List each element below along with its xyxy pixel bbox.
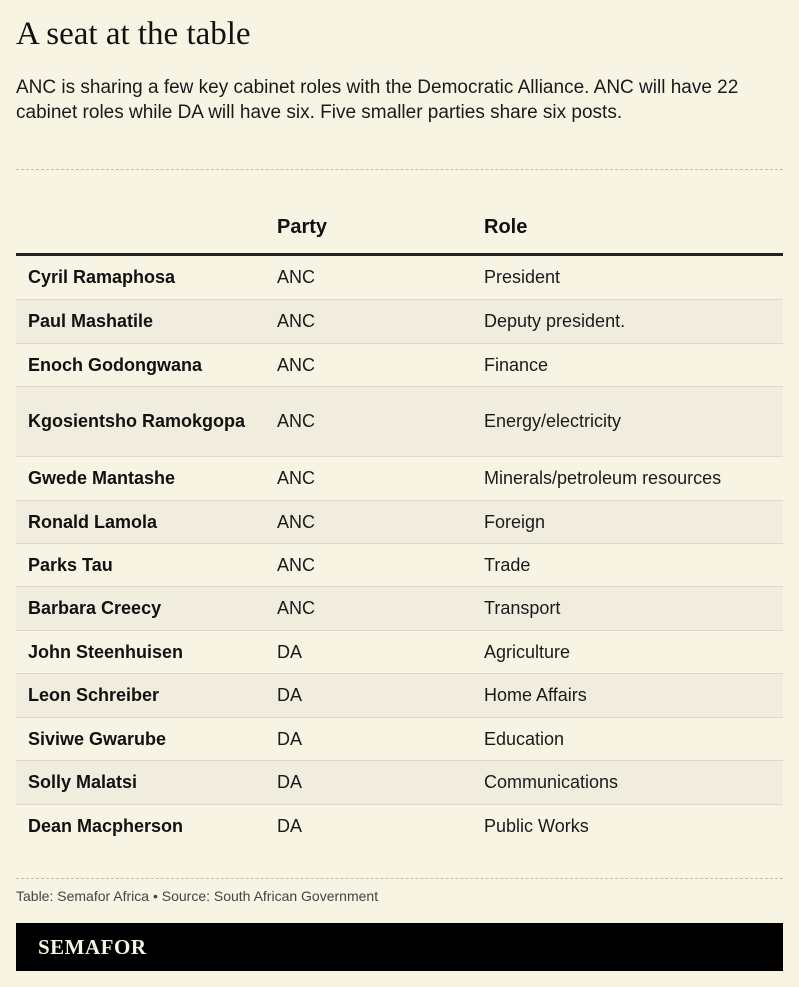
cell-role: Public Works (484, 816, 589, 836)
cell-name: Paul Mashatile (28, 311, 154, 331)
cell-name: Cyril Ramaphosa (28, 267, 176, 287)
cell-role: Minerals/petroleum resources (484, 468, 722, 488)
cell-role: Trade (484, 554, 531, 575)
cell-party: DA (277, 641, 303, 662)
cell-party: ANC (277, 554, 316, 575)
cell-name: Siviwe Gwarube (28, 728, 167, 749)
cell-role: Home Affairs (484, 685, 587, 705)
cell-name: Ronald Lamola (28, 511, 158, 532)
table-row (16, 344, 783, 387)
semafor-logo: SEMAFOR (38, 935, 147, 959)
cell-role: Foreign (484, 511, 546, 532)
table-header (16, 200, 783, 256)
cell-party: DA (277, 816, 303, 836)
table-row (16, 457, 783, 501)
cell-party: ANC (277, 598, 316, 618)
cell-name: Barbara Creecy (28, 598, 162, 618)
source-note: Table: Semafor Africa • Source: South African Government (16, 888, 379, 904)
table-row (16, 300, 783, 344)
cell-party: ANC (277, 354, 316, 375)
cell-role: President (484, 267, 561, 287)
column-header-party: Party (277, 216, 328, 238)
cell-party: ANC (277, 311, 316, 331)
divider-top (16, 169, 783, 170)
cell-party: ANC (277, 511, 316, 532)
chart-title: A seat at the table (16, 16, 251, 52)
cell-party: ANC (277, 411, 316, 431)
cell-name: Solly Malatsi (28, 772, 138, 792)
table-row (16, 805, 783, 848)
table-row (16, 631, 783, 674)
table-row (16, 501, 783, 544)
cell-role: Transport (484, 598, 561, 618)
cell-role: Communications (484, 772, 619, 792)
table-row (16, 387, 783, 457)
cell-party: DA (277, 772, 303, 792)
cell-role: Agriculture (484, 641, 571, 662)
column-header-role: Role (484, 216, 528, 238)
table-row (16, 761, 783, 805)
table-row (16, 718, 783, 761)
cell-name: John Steenhuisen (28, 641, 184, 662)
cell-role: Finance (484, 354, 549, 375)
cell-name: Leon Schreiber (28, 685, 160, 705)
table-row (16, 587, 783, 631)
cell-name: Parks Tau (28, 554, 113, 575)
cell-name: Gwede Mantashe (28, 468, 176, 488)
cell-name: Enoch Godongwana (28, 354, 202, 375)
cell-name: Dean Macpherson (28, 816, 184, 836)
cell-party: DA (277, 685, 303, 705)
cell-name: Kgosientsho Ramokgopa (28, 411, 246, 431)
table-body (16, 256, 783, 848)
table-row (16, 544, 783, 587)
table-row (16, 256, 783, 300)
cell-party: ANC (277, 468, 316, 488)
chart-subtitle: ANC is sharing a few key cabinet roles with the Democratic Alliance. ANC will have 22 cabinet roles while DA will have six. Five smaller parties share six posts. (16, 77, 739, 123)
footer-bar (16, 923, 783, 971)
table-row (16, 674, 783, 718)
divider-bottom (16, 878, 783, 879)
cell-role: Education (484, 728, 565, 749)
cell-party: ANC (277, 267, 316, 287)
cabinet-table (16, 200, 783, 848)
cell-party: DA (277, 728, 303, 749)
cell-role: Energy/electricity (484, 411, 622, 431)
cell-role: Deputy president. (484, 311, 626, 331)
